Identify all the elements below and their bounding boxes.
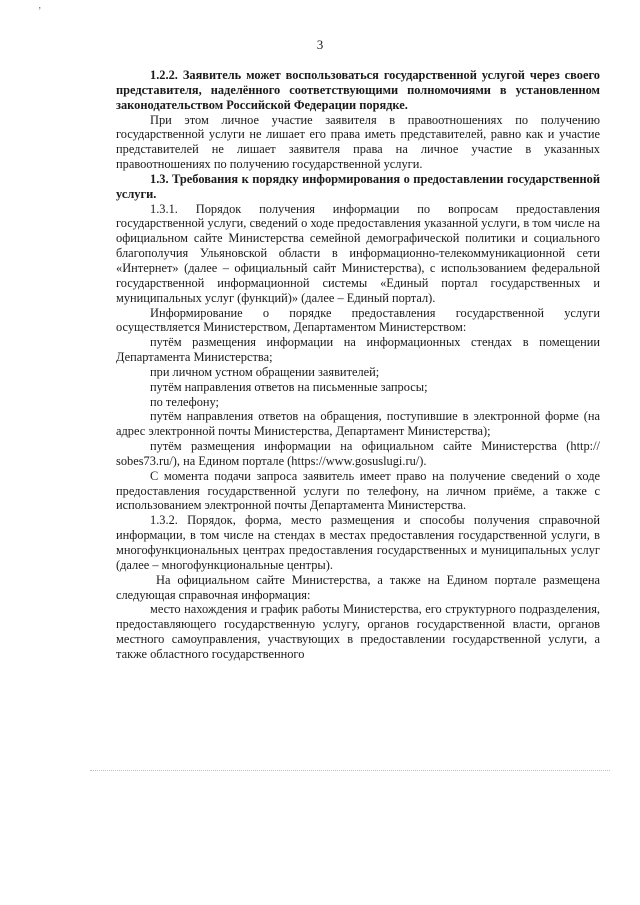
paragraph: Информирование о порядке предоставления государственной услуги осуществляется Министерством, Департаментом Министерством: bbox=[116, 305, 600, 335]
list-item: место нахождения и график работы Министерства, его структурного подразделения, предоставляющего государственную услугу, органов государственной власти, органов местного самоуправления, участвующих в предоставлении государственной услуги, а также областного государственного bbox=[116, 602, 600, 661]
paragraph: При этом личное участие заявителя в правоотношениях по получению государственной услуги не лишает его права иметь представителей, равно как и участие представителей не лишает заявителя права на личное участие в указанных правоотношениях по получению государственной услуги. bbox=[116, 112, 600, 172]
paragraph: На официальном сайте Министерства, а также на Едином портале размещена следующая справочная информация: bbox=[116, 572, 600, 602]
list-item: путём направления ответов на письменные запросы; bbox=[150, 379, 428, 394]
clause-1-2-2-heading: 1.2.2. Заявитель может воспользоваться государственной услугой через своего представителя, наделённого соответствующими полномочиями в установленном законодательством Российской Федерации порядке. bbox=[116, 68, 600, 112]
list-item: путём размещения информации на официальном сайте Министерства (http:// sobes73.ru/), на Едином портале (https://www.gosuslugi.ru/). bbox=[116, 439, 600, 468]
corner-mark: ʼ bbox=[38, 6, 42, 17]
paragraph: С момента подачи запроса заявитель имеет право на получение сведений о ходе предоставления государственной услуги по телефону, на личном приёме, а также с использованием электронной почты Департамента Министерства. bbox=[116, 468, 600, 513]
scan-artifact-dotted-line bbox=[90, 770, 610, 773]
page-number: 3 bbox=[316, 37, 324, 52]
clause-1-3-2: 1.3.2. Порядок, форма, место размещения и способы получения справочной информации, в том числе на стендах в местах предоставления государственной услуги, в многофункциональных центрах предоставления государственных и муниципальных услуг (далее – многофункциональные центры). bbox=[116, 513, 600, 572]
list-item: путём направления ответов на обращения, поступившие в электронной форме (на адрес электронной почты Министерства, Департамент Министерства); bbox=[116, 409, 600, 439]
list-item: путём размещения информации на информационных стендах в помещении Департамента Министерства; bbox=[116, 335, 600, 365]
document-body bbox=[116, 68, 600, 662]
clause-1-3-1: 1.3.1. Порядок получения информации по вопросам предоставления государственной услуги, сведений о ходе предоставления указанной услуги, в том числе на официальном сайте Министерства семейной демографической политики и социального благополучия Ульяновской области в информационно-телекоммуникационной сети «Интернет» (далее – официальный сайт Министерства), с использованием федеральной государственной информационной системы «Единый портал государственных и муниципальных услуг (функций)» (далее – Единый портал). bbox=[116, 201, 600, 305]
section-1-3-heading: 1.3. Требования к порядку информирования о предоставлении государственной услуги. bbox=[116, 171, 600, 201]
list-item: при личном устном обращении заявителей; bbox=[150, 364, 380, 379]
list-item: по телефону; bbox=[150, 394, 220, 409]
